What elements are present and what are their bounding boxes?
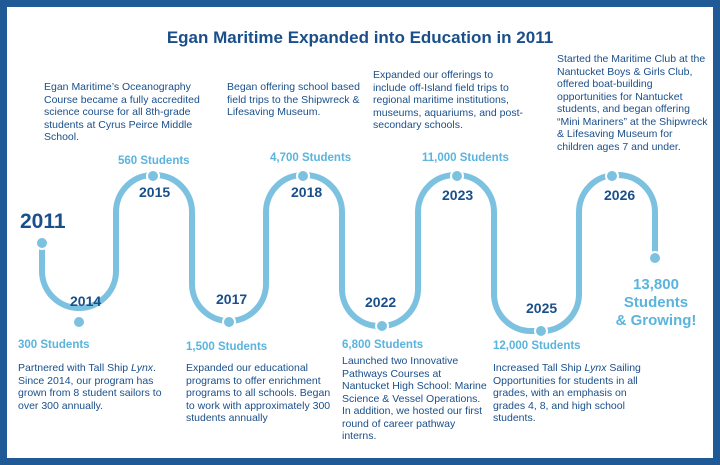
description-2017: Expanded our educational programs to offer enrichment programs to all schools. Began to work with approximately 300 students annually: [186, 362, 331, 424]
description-2025: Increased Tall Ship Lynx Sailing Opportunities for students in all grades, with an emphasis on grades 4, 8, and high school students.: [493, 362, 641, 424]
vessel-name: Lynx: [584, 362, 607, 374]
year-label-2011: 2011: [20, 210, 66, 233]
year-label-2017: 2017: [216, 291, 248, 307]
description-2022: Launched two Innovative Pathways Courses at Nantucket High School: Marine Science & Vessel Operations. In addition, we hosted our first round of career pathway interns.: [342, 355, 487, 442]
count-2014: 300 Students: [18, 339, 90, 351]
year-label-2014: 2014: [70, 293, 102, 309]
milestone-dot-2017: [223, 316, 235, 328]
year-label-2023: 2023: [442, 187, 474, 203]
milestone-dot-2014: [73, 316, 85, 328]
year-label-2015: 2015: [139, 184, 171, 200]
description-2026: Started the Maritime Club at the Nantucket Boys & Girls Club, offered boat-building opportunities for Nantucket students, and began offering “Mini Mariners” at the Shipwreck & Lifesaving Museum for children ages 7 and under.: [557, 53, 708, 153]
milestone-dot-2022: [376, 320, 388, 332]
timeline-path: [42, 175, 655, 331]
description-2014: Partnered with Tall Ship Lynx. Since 2014, our program has grown from 8 student sailors to over 300 annually.: [18, 362, 162, 412]
year-label-2026: 2026: [604, 187, 636, 203]
year-label-2022: 2022: [365, 294, 397, 310]
final-students: Students: [623, 294, 689, 311]
count-2025: 12,000 Students: [493, 340, 581, 352]
description-2018: Began offering school based field trips to the Shipwreck & Lifesaving Museum.: [227, 81, 360, 118]
count-2022: 6,800 Students: [342, 339, 424, 351]
description-2023: Expanded our offerings to include off-Island field trips to regional maritime institutions, museums, aquariums, and post-secondary schools.: [373, 69, 523, 131]
year-label-2018: 2018: [291, 184, 323, 200]
count-2015: 560 Students: [118, 155, 190, 167]
year-label-2025: 2025: [526, 300, 558, 316]
milestone-dot-2025: [535, 325, 547, 337]
final-total: [611, 276, 701, 330]
milestone-dot-2026: [606, 170, 618, 182]
milestone-dot-2018: [297, 170, 309, 182]
description-2015: Egan Maritime’s Oceanography Course became a fully accredited science course for all 8th-grade students at Cyrus Peirce Middle School.: [44, 81, 200, 143]
final-count: 13,800: [633, 276, 679, 293]
page-title: Egan Maritime Expanded into Education in 2011: [166, 28, 554, 47]
count-2018: 4,700 Students: [270, 152, 352, 164]
milestone-dot-2015: [147, 170, 159, 182]
final-growing: & Growing!: [615, 312, 697, 329]
count-2023: 11,000 Students: [422, 152, 509, 164]
milestone-dot-end: [649, 252, 661, 264]
milestone-dot-2011: [36, 237, 48, 249]
count-2017: 1,500 Students: [186, 341, 268, 353]
milestone-dot-2023: [451, 170, 463, 182]
vessel-name: Lynx: [131, 362, 154, 374]
